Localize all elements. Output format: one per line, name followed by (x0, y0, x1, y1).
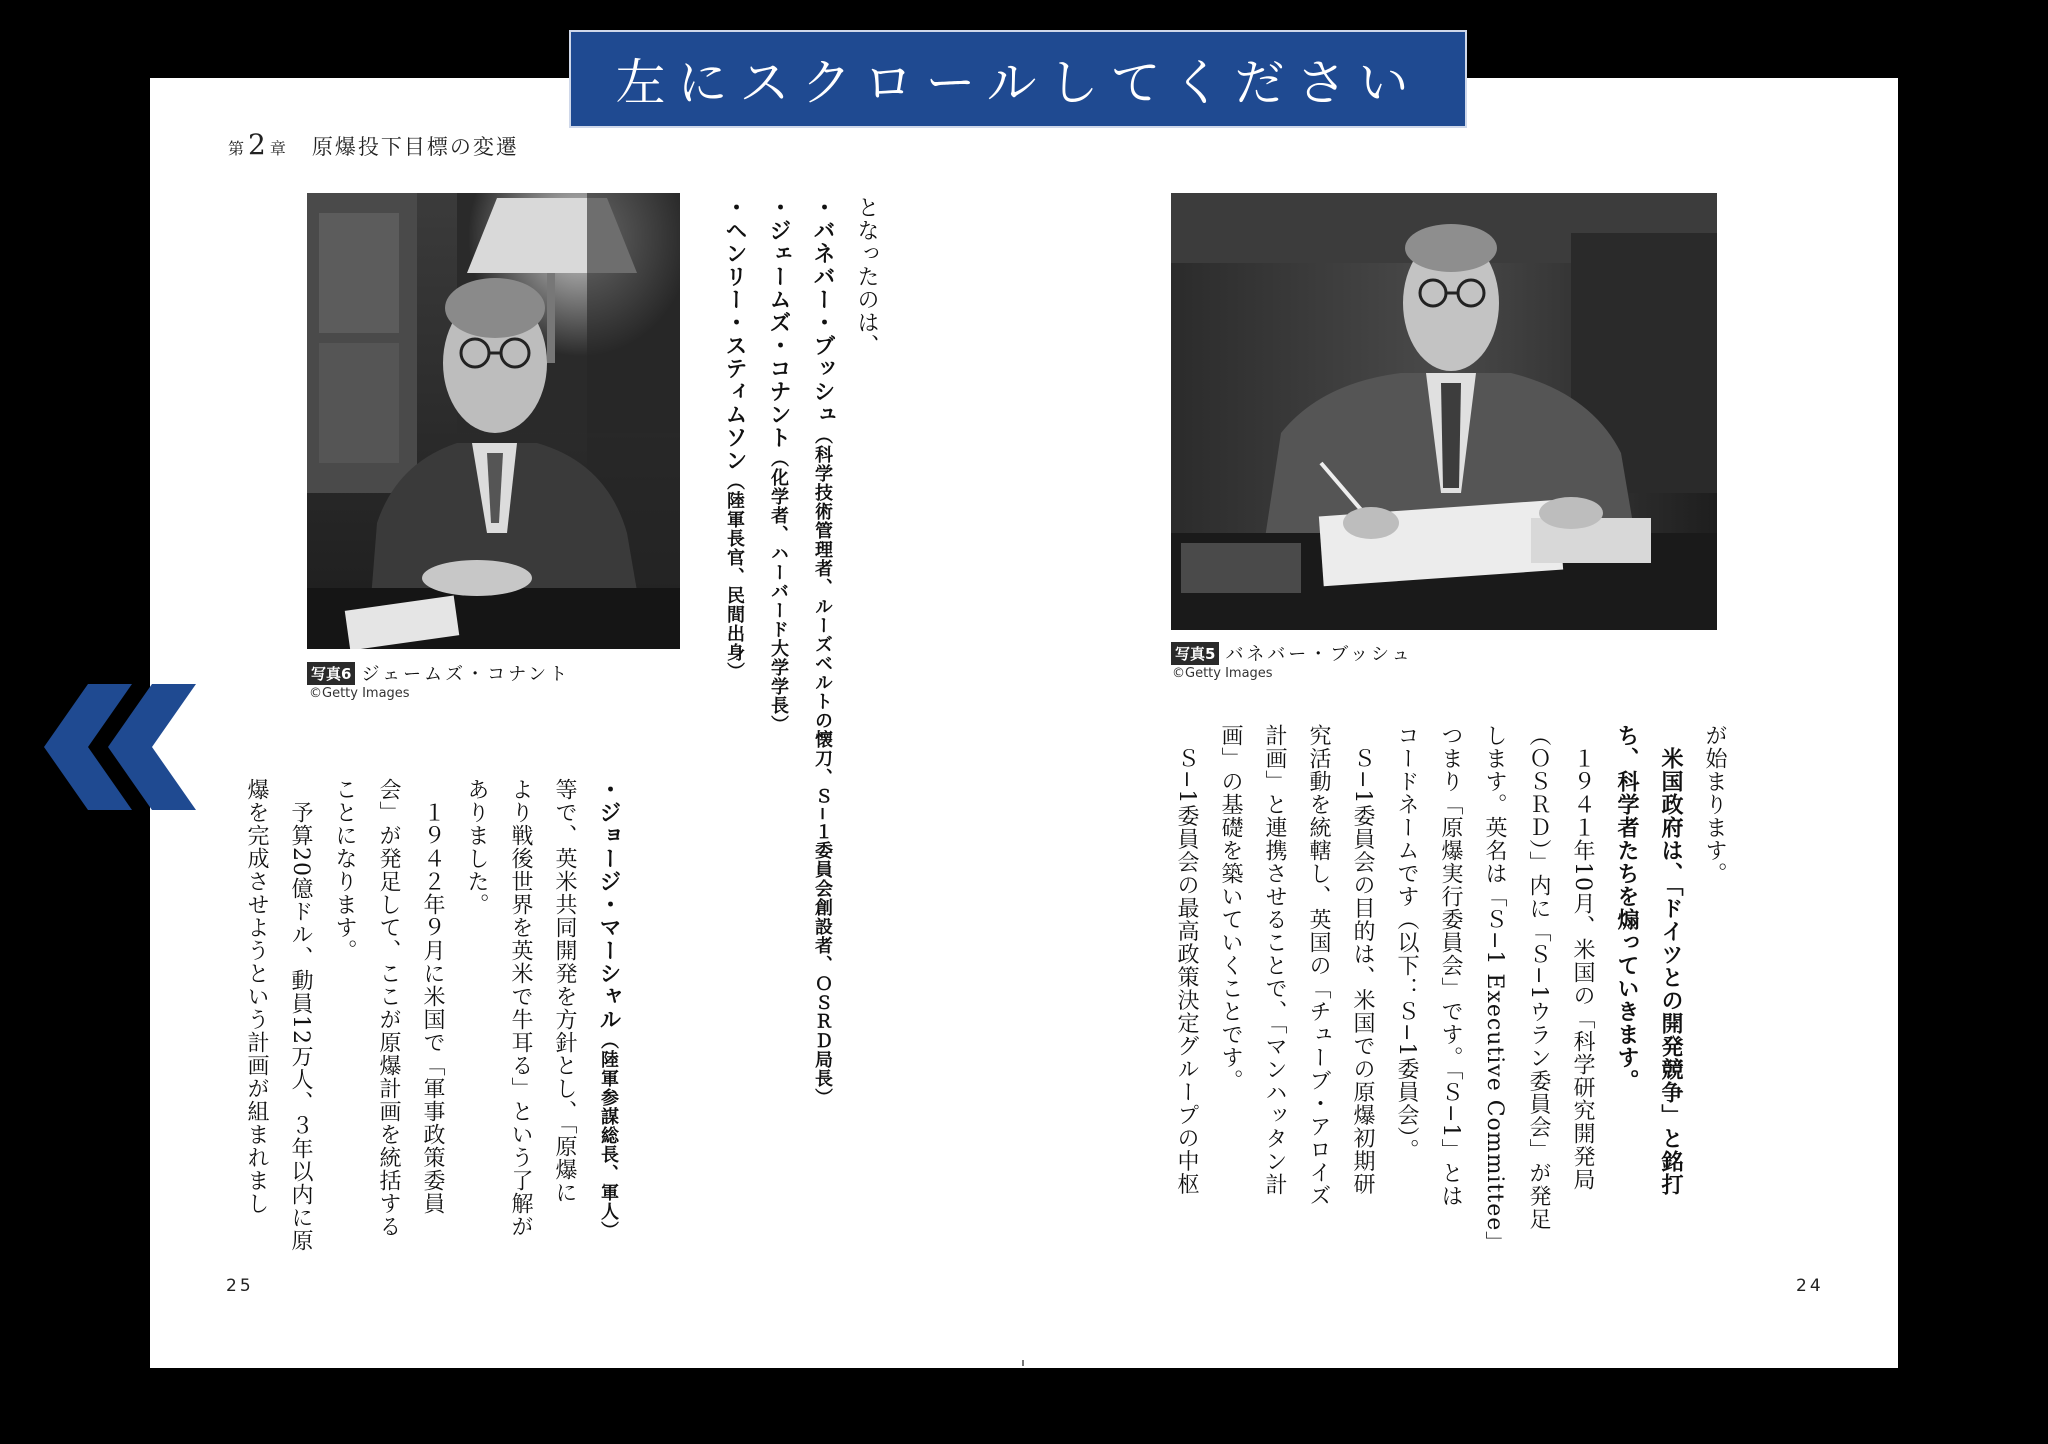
text-line: ち、科学者たちを煽っていきます。 (1614, 724, 1639, 1092)
text-line: 予算20億ドル、動員12万人、３年以内に原 (288, 778, 313, 1252)
page-number-left: 25 (226, 1276, 254, 1296)
photo-6-tag: 写真6 (307, 662, 355, 685)
banner-text: 左にスクロールしてください (615, 54, 1421, 112)
text-line (586, 778, 630, 1278)
person-name: ・ジェームズ・コナント (766, 196, 791, 449)
photo-6-caption (307, 660, 570, 686)
text-line: より戦後世界を英米で牛耳る」という了解が (508, 778, 533, 1238)
person-note: （化学者、ハーバード大学学長） (768, 449, 789, 734)
text-line (756, 196, 800, 1246)
text-line (800, 196, 844, 1246)
text-line (712, 196, 756, 1246)
text-line: します。英名は「Ｓ−1 Executive Committee」 (1482, 724, 1507, 1255)
right-page-text (1164, 724, 1736, 1284)
photo-vannevar-bush (1171, 193, 1717, 630)
text-line: が始まります。 (1702, 724, 1727, 885)
page-number-right: 24 (1796, 1276, 1824, 1296)
text-line: コードネームです（以下：Ｓ−1委員会）。 (1394, 724, 1419, 1162)
text-line: Ｓ−1委員会の目的は、米国での原爆初期研 (1350, 724, 1375, 1196)
text-line: 会」が発足して、ここが原爆計画を統括する (376, 778, 401, 1238)
running-header (228, 128, 519, 161)
chapter-suffix: 章 (269, 139, 286, 158)
gutter-mark (1022, 1360, 1024, 1366)
text-line: １９４２年９月に米国で「軍事政策委員 (420, 778, 445, 1215)
double-chevron-left-icon[interactable] (44, 684, 196, 810)
person-name: ・ヘンリー・スティムソン (722, 196, 747, 472)
text-line: 究活動を統轄し、英国の「チューブ・アロイズ (1306, 724, 1331, 1207)
text-line: １９４１年10月、米国の「科学研究開発局 (1570, 724, 1595, 1191)
text-line: となったのは、 (854, 196, 879, 357)
text-line: Ｓ−1委員会の最高政策決定グループの中枢 (1174, 724, 1199, 1196)
photo-5-caption (1171, 640, 1413, 666)
text-line: 爆を完成させようという計画が組まれまし (244, 778, 269, 1215)
photo-5-name: バネバー・ブッシュ (1225, 644, 1413, 665)
photo-6-credit: ©Getty Images (309, 686, 410, 701)
text-line: 等で、英米共同開発を方針とし、「原爆に (552, 778, 577, 1204)
text-line: ありました。 (464, 778, 489, 916)
text-line: ことになります。 (332, 778, 357, 962)
person-note: （陸軍参謀総長、軍人） (598, 1031, 619, 1240)
person-name: ・ジョージ・マーシャル (596, 778, 621, 1031)
person-note: （陸軍長官、民間出身） (724, 472, 745, 681)
scroll-instruction-banner (569, 30, 1467, 128)
photo-james-conant (307, 193, 680, 649)
chapter-number: 2 (248, 128, 266, 161)
photo-5-tag: 写真5 (1171, 642, 1219, 665)
chapter-title: 原爆投下目標の変遷 (311, 135, 519, 159)
text-line: （ＯＳＲＤ）」内に「Ｓ−1ウラン委員会」が発足 (1526, 724, 1551, 1231)
text-line: つまり「原爆実行委員会」です。「Ｓ−1」とは (1438, 724, 1463, 1208)
person-note: （科学技術管理者、ルーズベルトの懐刀、Ｓ−１委員会創設者、ＯＳＲＤ局長） (812, 426, 833, 1108)
text-line: 計画」と連携させることで、「マンハッタン計 (1262, 724, 1287, 1196)
text-line: 画」の基礎を築いていくことです。 (1218, 724, 1243, 1092)
text-line: 米国政府は、「ドイツとの開発競争」と銘打 (1658, 724, 1683, 1196)
photo-5-credit: ©Getty Images (1172, 666, 1273, 681)
person-name: ・バネバー・ブッシュ (810, 196, 835, 426)
left-page-upper-text (712, 196, 888, 1246)
chapter-prefix: 第 (228, 139, 245, 158)
photo-6-name: ジェームズ・コナント (361, 664, 571, 685)
left-page-lower-text (234, 778, 630, 1278)
